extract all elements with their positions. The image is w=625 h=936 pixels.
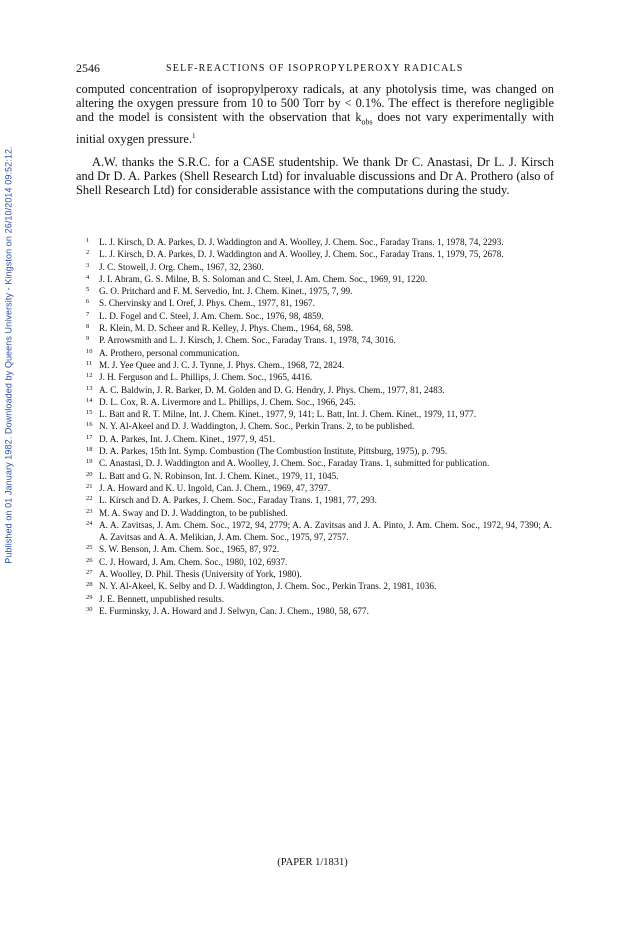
reference-number: 14 bbox=[86, 396, 93, 404]
reference-text: L. J. Kirsch, D. A. Parkes, D. J. Waddington and A. Woolley, J. Chem. Soc., Faraday Trans. 1, 1979, 75, 2678. bbox=[99, 249, 504, 260]
reference-number: 17 bbox=[86, 433, 93, 441]
reference-text: A. A. Zavitsas, J. Am. Chem. Soc., 1972, 94, 2779; A. A. Zavitsas and J. A. Pinto, J. Am. Chem. Soc., 1972, 94, 7390; A. A. Zavitsas and A. A. Melikian, J. Am. Chem. Soc., 1975, 97, 2757. bbox=[99, 519, 552, 543]
reference-number: 27 bbox=[86, 569, 93, 577]
reference-text: L. J. Kirsch, D. A. Parkes, D. J. Waddington and A. Woolley, J. Chem. Soc., Faraday Trans. 1, 1978, 74, 2293. bbox=[99, 237, 504, 247]
reference-number: 25 bbox=[86, 544, 93, 552]
reference-item bbox=[86, 334, 552, 346]
reference-number: 19 bbox=[86, 458, 93, 466]
reference-text: C. Anastasi, D. J. Waddington and A. Woolley, J. Chem. Soc., Faraday Trans. 1, submitted for publication. bbox=[99, 458, 490, 469]
reference-text: C. J. Howard, J. Am. Chem. Soc., 1980, 102, 6937. bbox=[99, 556, 288, 567]
reference-item bbox=[86, 310, 552, 322]
reference-text: J. C. Stowell, J. Org. Chem., 1967, 32, 2360. bbox=[99, 261, 264, 272]
reference-item bbox=[86, 297, 552, 309]
reference-text: M. A. Sway and D. J. Waddington, to be published. bbox=[99, 507, 288, 518]
reference-number: 7 bbox=[86, 310, 90, 318]
reference-number: 28 bbox=[86, 581, 93, 589]
side-watermark bbox=[2, 75, 16, 635]
reference-number: 30 bbox=[86, 605, 93, 613]
reference-item bbox=[86, 347, 552, 359]
reference-number: 9 bbox=[86, 335, 90, 343]
reference-number: 26 bbox=[86, 556, 93, 564]
k-obs-subscript: obs bbox=[361, 117, 373, 127]
reference-number: 4 bbox=[86, 273, 90, 281]
reference-text: L. Kirsch and D. A. Parkes, J. Chem. Soc., Faraday Trans. 1, 1981, 77, 293. bbox=[99, 495, 377, 506]
acknowledgements-text: A.W. thanks the S.R.C. for a CASE studentship. We thank Dr C. Anastasi, Dr L. J. Kirsch and Dr D. A. Parkes (Shell Research Ltd) for invaluable discussions and Dr A. Prothero (also of Shell Research Ltd) for considerable assistance with the computations during the study. bbox=[76, 155, 554, 197]
paragraph-1-tail: does not vary experimentally with initial oxygen pressure. bbox=[76, 110, 554, 147]
reference-number: 6 bbox=[86, 298, 90, 306]
reference-item bbox=[86, 433, 552, 445]
reference-item bbox=[86, 519, 552, 544]
reference-text: P. Arrowsmith and L. J. Kirsch, J. Chem. Soc., Faraday Trans. 1, 1978, 74, 3016. bbox=[99, 335, 396, 346]
reference-item bbox=[86, 384, 552, 396]
reference-number: 10 bbox=[86, 347, 93, 355]
reference-item bbox=[86, 248, 552, 260]
reference-list bbox=[86, 236, 552, 617]
reference-text: R. Klein, M. D. Scheer and R. Kelley, J. Phys. Chem., 1964, 68, 598. bbox=[99, 323, 354, 334]
reference-item bbox=[86, 543, 552, 555]
reference-text: E. Furminsky, J. A. Howard and J. Selwyn, Can. J. Chem., 1980, 58, 677. bbox=[99, 605, 369, 616]
reference-number: 29 bbox=[86, 593, 93, 601]
reference-text: M. J. Yee Quee and J. C. J. Tynne, J. Phys. Chem., 1968, 72, 2824. bbox=[99, 359, 345, 370]
reference-text: S. W. Benson, J. Am. Chem. Soc., 1965, 87, 972. bbox=[99, 544, 280, 555]
reference-number: 20 bbox=[86, 470, 93, 478]
reference-number: 11 bbox=[86, 359, 93, 367]
reference-item bbox=[86, 593, 552, 605]
reference-number: 5 bbox=[86, 286, 90, 294]
reference-number: 21 bbox=[86, 482, 93, 490]
reference-text: D. A. Parkes, Int. J. Chem. Kinet., 1977, 9, 451. bbox=[99, 433, 276, 444]
reference-item bbox=[86, 556, 552, 568]
watermark-text: Published on 01 January 1982. Downloaded by Queens University - Kingston on 26/10/2014 09:52:12. bbox=[4, 146, 15, 564]
reference-text: J. H. Ferguson and L. Phillips, J. Chem. Soc., 1965, 4416. bbox=[99, 372, 313, 383]
paper-id: (PAPER 1/1831) bbox=[277, 857, 348, 868]
reference-item bbox=[86, 408, 552, 420]
reference-text: S. Chervinsky and I. Oref, J. Phys. Chem., 1977, 81, 1967. bbox=[99, 298, 315, 309]
footnote-marker: 1 bbox=[191, 132, 196, 141]
reference-number: 1 bbox=[86, 237, 90, 244]
reference-number: 8 bbox=[86, 323, 90, 331]
reference-number: 15 bbox=[86, 409, 93, 417]
reference-text: N. Y. Al-Akeel, K. Selby and D. J. Waddington, J. Chem. Soc., Perkin Trans. 2, 1981, 1036. bbox=[99, 581, 437, 592]
reference-number: 16 bbox=[86, 421, 93, 429]
reference-text: N. Y. Al-Akeel and D. J. Waddington, J. Chem. Soc., Perkin Trans. 2, to be published. bbox=[99, 421, 415, 432]
reference-number: 24 bbox=[86, 519, 93, 527]
reference-number: 3 bbox=[86, 261, 90, 269]
reference-item bbox=[86, 273, 552, 285]
reference-number: 13 bbox=[86, 384, 93, 392]
page-number: 2546 bbox=[76, 61, 100, 75]
reference-number: 18 bbox=[86, 446, 93, 454]
reference-number: 12 bbox=[86, 372, 93, 380]
reference-item bbox=[86, 236, 552, 248]
reference-item bbox=[86, 359, 552, 371]
reference-text: G. O. Pritchard and F. M. Servedio, Int. J. Chem. Kinet., 1975, 7, 99. bbox=[99, 286, 353, 297]
acknowledgements bbox=[76, 155, 554, 197]
reference-text: L. Batt and R. T. Milne, Int. J. Chem. Kinet., 1977, 9, 141; L. Batt, Int. J. Chem. Kinet., 1979, 11, 977. bbox=[99, 409, 476, 420]
reference-item bbox=[86, 482, 552, 494]
reference-number: 23 bbox=[86, 507, 93, 515]
reference-text: A. Prothero, personal communication. bbox=[99, 347, 240, 358]
paragraph-1 bbox=[76, 82, 554, 147]
reference-item bbox=[86, 605, 552, 617]
reference-text: D. L. Cox, R. A. Livermore and L. Phillips, J. Chem. Soc., 1966, 245. bbox=[99, 396, 356, 407]
reference-text: J. E. Bennett, unpublished results. bbox=[99, 593, 225, 604]
reference-item bbox=[86, 445, 552, 457]
reference-text: D. A. Parkes, 15th Int. Symp. Combustion (The Combustion Institute, Pittsburg, 1975), p. 795. bbox=[99, 446, 448, 457]
reference-text: J. A. Howard and K. U. Ingold, Can. J. Chem., 1969, 47, 3797. bbox=[99, 482, 331, 493]
reference-number: 22 bbox=[86, 495, 93, 503]
reference-item bbox=[86, 580, 552, 592]
reference-text: L. Batt and G. N. Robinson, Int. J. Chem. Kinet., 1979, 11, 1045. bbox=[99, 470, 339, 481]
running-title: SELF-REACTIONS OF ISOPROPYLPEROXY RADICALS bbox=[166, 63, 464, 74]
reference-text: A. Woolley, D. Phil. Thesis (University of York, 1980). bbox=[99, 569, 302, 580]
reference-text: L. D. Fogel and C. Steel, J. Am. Chem. Soc., 1976, 98, 4859. bbox=[99, 310, 324, 321]
reference-item bbox=[86, 285, 552, 297]
reference-number: 2 bbox=[86, 249, 90, 257]
reference-item bbox=[86, 371, 552, 383]
reference-item bbox=[86, 507, 552, 519]
reference-item bbox=[86, 396, 552, 408]
reference-item bbox=[86, 457, 552, 469]
reference-text: J. I. Abram, G. S. Milne, B. S. Soloman and C. Steel, J. Am. Chem. Soc., 1969, 91, 1220. bbox=[99, 273, 428, 284]
reference-item bbox=[86, 420, 552, 432]
reference-text: A. C. Baldwin, J. R. Barker, D. M. Golden and D. G. Hendry, J. Phys. Chem., 1977, 81, 2483. bbox=[99, 384, 445, 395]
paragraph-1-text: computed concentration of isopropylperoxy radicals, at any photolysis time, was changed on altering the oxygen pressure from 10 to 500 Torr by < 0.1%. The effect is therefore negligible and the model is consistent with the observation that k bbox=[76, 82, 554, 124]
reference-item bbox=[86, 494, 552, 506]
reference-item bbox=[86, 568, 552, 580]
reference-item bbox=[86, 261, 552, 273]
reference-item bbox=[86, 322, 552, 334]
reference-item bbox=[86, 470, 552, 482]
